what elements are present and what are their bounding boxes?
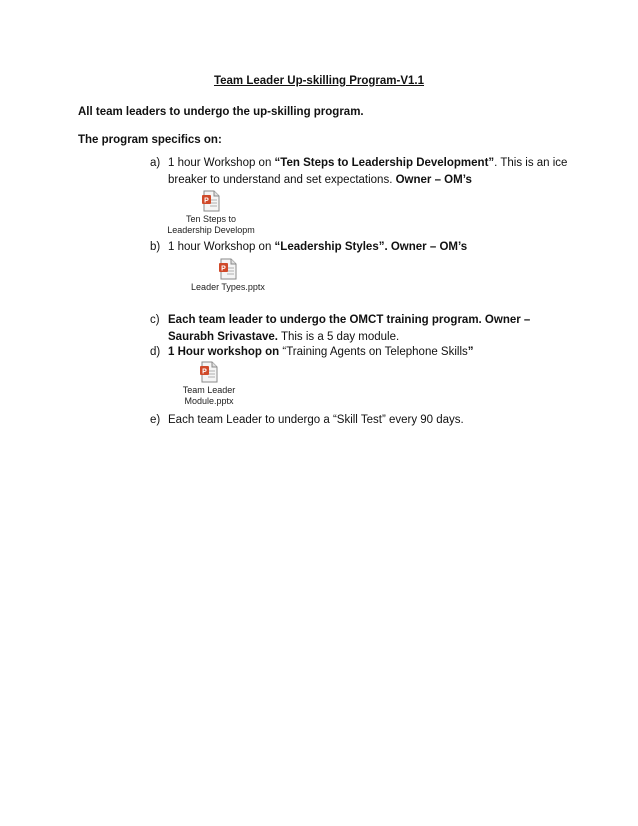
- text-run: 1 hour Workshop on: [168, 241, 275, 253]
- svg-text:P: P: [202, 368, 207, 376]
- attachment-label: Ten Steps to: [185, 214, 237, 224]
- intro-text: All team leaders to undergo the up-skilling program.: [78, 106, 364, 118]
- svg-text:P: P: [204, 197, 209, 205]
- attachment-leader-types[interactable]: [186, 258, 270, 293]
- powerpoint-file-icon: [200, 361, 218, 383]
- list-item-a: [150, 155, 570, 188]
- powerpoint-file-icon: [202, 190, 220, 212]
- text-run: Each team Leader to undergo a “Skill Test” every 90 days.: [168, 414, 464, 426]
- page-title: Team Leader Up-skilling Program-V1.1: [213, 75, 425, 87]
- list-marker: b): [150, 241, 161, 253]
- list-item-text: [168, 344, 570, 361]
- powerpoint-file-icon: [219, 258, 237, 280]
- list-item-text: [168, 155, 570, 188]
- list-item-b: [150, 239, 570, 256]
- attachment-label: Team Leader: [182, 385, 236, 395]
- list-item-d: [150, 344, 570, 361]
- text-run: “Training Agents on Telephone Skills: [282, 346, 468, 358]
- text-run: 1 hour Workshop on: [168, 157, 275, 169]
- text-run-bold: ”: [467, 346, 474, 358]
- attachment-label: Leadership Developm: [167, 225, 255, 235]
- attachment-label: Leader Types.pptx: [191, 282, 265, 292]
- list-item-e: [150, 412, 570, 429]
- list-marker: e): [150, 414, 161, 426]
- text-run-bold: “Ten Steps to Leadership Development”: [274, 157, 495, 169]
- text-run-bold: “Leadership Styles”. Owner – OM’s: [274, 241, 468, 253]
- list-marker: c): [150, 314, 160, 326]
- svg-text:P: P: [221, 265, 226, 273]
- attachment-label: Module.pptx: [184, 396, 234, 406]
- attachment-ten-steps[interactable]: [167, 190, 255, 236]
- list-item-text: [168, 312, 570, 345]
- specifics-heading: The program specifics on:: [78, 134, 222, 146]
- list-item-text: [168, 239, 570, 256]
- text-run-bold: Each team leader to undergo the OMCT training program. Owner – Saurabh Srivastave.: [168, 314, 531, 343]
- list-marker: a): [150, 157, 161, 169]
- list-item-c: [150, 312, 570, 345]
- text-run-bold: Owner – OM’s: [395, 173, 472, 186]
- text-run: This is a 5 day module.: [277, 330, 400, 343]
- list-marker: d): [150, 346, 161, 358]
- list-item-text: [168, 412, 570, 429]
- text-run-bold: 1 Hour workshop on: [168, 346, 283, 358]
- attachment-team-leader-module[interactable]: [174, 361, 244, 407]
- text-run: . This is an ice breaker to understand and set expectations.: [168, 157, 568, 186]
